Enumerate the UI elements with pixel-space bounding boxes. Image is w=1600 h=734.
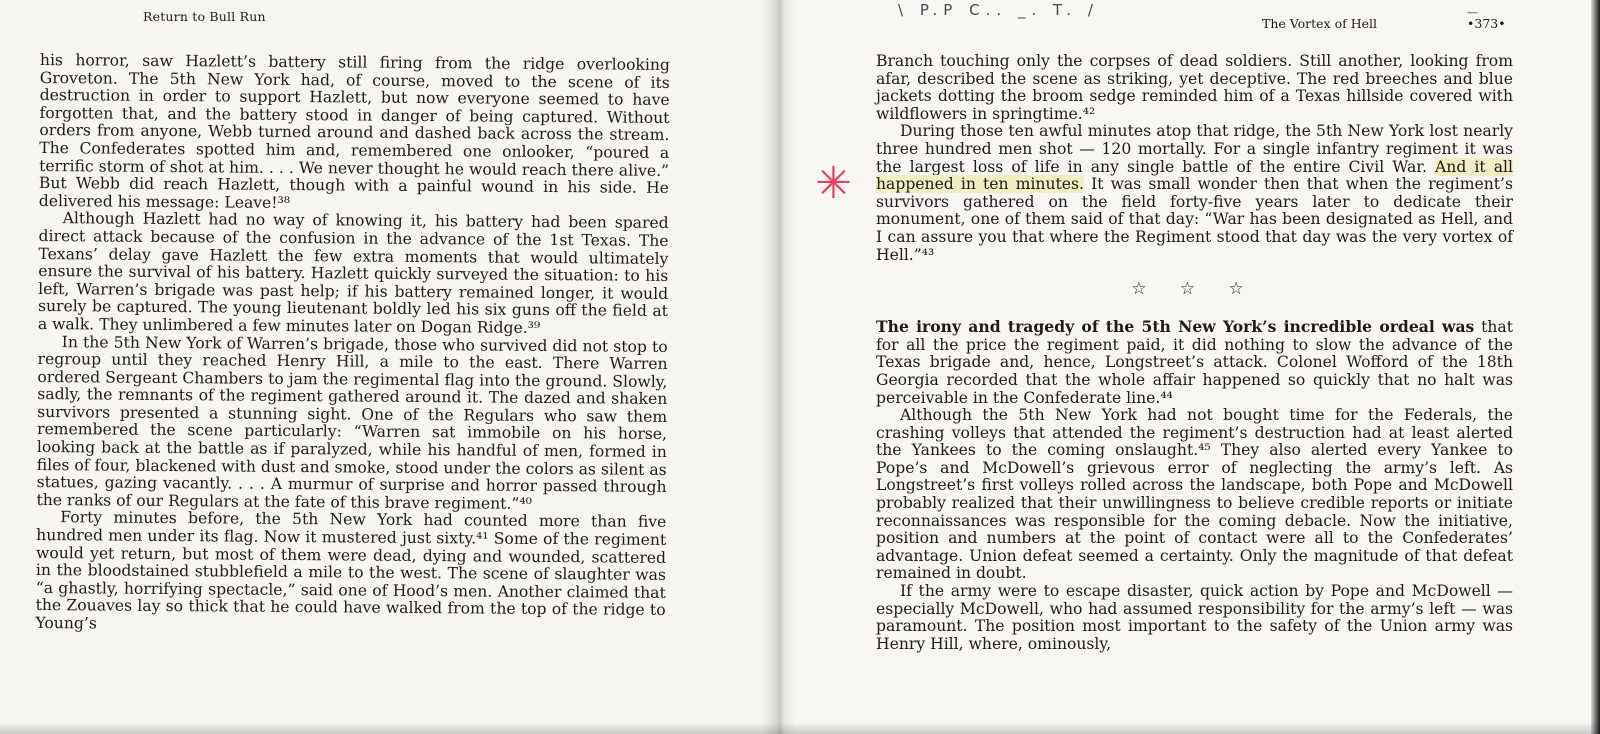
right-paragraph-1: Branch touching only the corpses of dead soldiers. Still another, looking from afar, described the scene as striking, yet deceptive. The red breeches and blue jackets dotting the broom sedge reminded him of a Texas hillside covered with wildflowers in springtime.⁴² [876,52,1513,123]
right-page-body [876,53,1513,653]
section-break [876,264,1513,318]
paragraph-2-text-end: It was small wonder then that when the regiment’s survivors gathered on the field forty-five years later to dedicate their monument, one of them said of that day: “War has been designated as Hell, and I can assure you that where the Regiment stood that day was the very vortex of Hell.”⁴³ [876,175,1514,264]
book-gutter [762,0,796,734]
left-paragraph-2: Although Hazlett had no way of knowing it, his battery had been spared direct attack because of the confusion in the advance of the 1st Texas. The Texans’ delay gave Hazlett the few extra moments that would ultimately ensure the survival of his battery. Hazlett quickly surveyed the situation: to his left, Warren’s brigade was past help; if his battery remained longer, it would surely be captured. The young lieutenant boldly led his six guns off the field at a walk. They unlimbered a few minutes later on Dogan Ridge.³⁹ [37,209,669,337]
right-paragraph-4: Although the 5th New York had not bought time for the Federals, the crashing volleys that attended the regiment’s destruction had at least alerted the Yankees to the coming onslaught.⁴⁵ They also alerted every Yankee to Pope’s and McDowell’s grievous error of neglecting the army’s left. As Longstreet’s first volleys rolled across the landscape, both Pope and McDowell probably realized that their unwillingness to believe credible reports or initiate reconnaissances was responsible for the coming debacle. Now the initiative, position and numbers at the point of contact were all to the Confederates’ advantage. Union defeat seemed a certainty. Only the magnitude of that defeat remained in doubt. [876,406,1513,583]
left-paragraph-3: In the 5th New York of Warren’s brigade, those who survived did not stop to regroup until they reached Henry Hill, a mile to the east. There Warren ordered Sergeant Chambers to jam the regimental flag into the ground. Slowly, sadly, the remnants of the regiment gathered around it. The dazed and shaken survivors presented a stunning sight. One of the Regulars who saw them remembered the scene particularly: “Warren sat immobile on his horse, looking back at the battle as if paralyzed, while his handful of men, formed in files of four, blackened with dust and smoke, stood under the colors as silent as statues, gazing vacantly. . . . A murmur of surprise and horror passed through the ranks of our Regulars at the fate of this brave regiment.”⁴⁰ [36,332,668,513]
handwritten-note: \ P.P C.. _. T. / [898,1,1099,19]
left-paragraph-4: Forty minutes before, the 5th New York had counted more than five hundred men under its flag. Now it mustered just sixty.⁴¹ Some of the regiment would yet return, but most of them were dead, dying and wounded, scattered in the bloodstained stubblefield a mile to the west. The scene of slaughter was “a ghastly, horrifying spectacle,” said one of Hood’s men. Another claimed that the Zouaves lay so thick that he could have walked from the top of the ridge to Young’s [35,508,667,633]
highlighted-sentence: And it all happened in ten minutes. [876,157,1513,194]
right-running-head: The Vortex of Hell [1262,16,1378,31]
page-number: •373• [1467,16,1506,31]
right-paragraph-2 [876,123,1513,264]
paragraph-3-text: that for all the price the regiment paid, it did nothing to slow the advance of the Texas brigade and, hence, Longstreet’s attack. Colonel Wofford of the 18th Georgia recorded that the whole affair happened so quickly that no halt was perceivable in the Confederate line.⁴⁴ [876,318,1513,407]
bold-lead-in: The irony and tragedy of the 5th New York’s incredible ordeal was [876,317,1475,337]
right-paragraph-5: If the army were to escape disaster, quick action by Pope and McDowell — especially McDowell, who had assumed responsibility for the army’s left — was paramount. The position most important to the safety of the Union army was Henry Hill, where, ominously, [876,582,1513,653]
margin-mark: — [1467,6,1478,19]
scan-right-edge [1591,0,1600,734]
section-break-stars-icon: ☆ ☆ ☆ [1131,279,1258,300]
right-paragraph-3 [876,318,1513,407]
scan-bottom-edge [0,722,1600,734]
paragraph-2-text-start: During those ten awful minutes atop that ridge, the 5th New York lost nearly three hundred men shot — 120 mortally. For a single infantry regiment it was the largest loss of life in any single battle of the entire Civil War. [876,122,1513,176]
margin-asterisk-icon: ✳ [815,158,852,209]
left-page [0,0,780,734]
left-paragraph-1: his horror, saw Hazlett’s battery still firing from the ridge overlooking Groveton. The 5th New York had, of course, moved to the scene of its destruction in order to support Hazlett, but now everyone seemed to have forgotten that, and the battery stood in danger of being captured. Without orders from anyone, Webb turned around and dashed back across the stream. The Confederates spotted him and, remembered one onlooker, “poured a terrific storm of shot at him. . . . We never thought he would reach there alive.” But Webb did reach Hazlett, though with a painful wound in his side. He delivered his message: Leave!³⁸ [38,51,670,212]
left-page-body [35,52,670,638]
left-running-head: Return to Bull Run [143,9,266,24]
